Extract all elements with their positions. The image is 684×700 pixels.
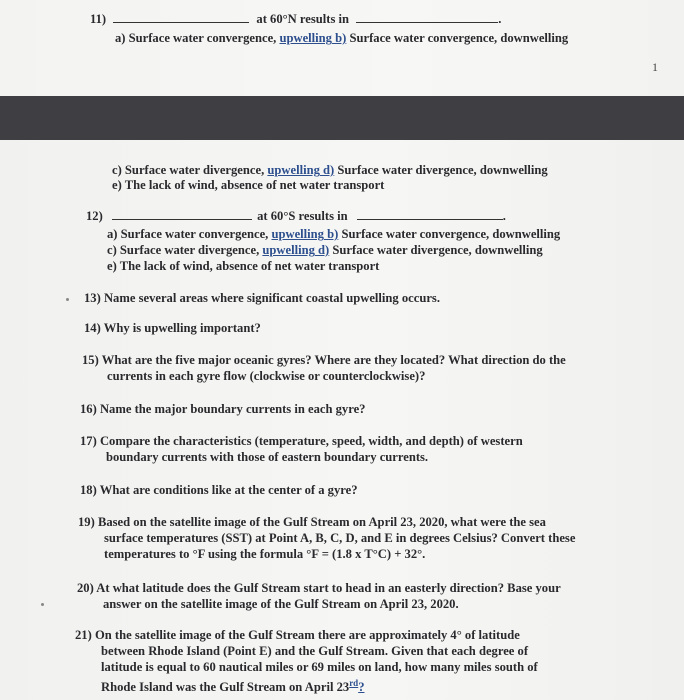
- question-21-line-4: Rhode Island was the Gulf Stream on April 23rd?: [101, 678, 365, 695]
- question-19-line-1: 19) Based on the satellite image of the Gulf Stream on April 23, 2020, what were the sea: [78, 515, 546, 529]
- question-15-line-1: 15) What are the five major oceanic gyres? Where are they located? What direction do the: [82, 353, 566, 367]
- question-number: 11): [90, 12, 107, 26]
- underlined-word: upwelling: [262, 243, 315, 257]
- emphasized-word: coastal: [306, 291, 344, 305]
- question-21-line-2: between Rhode Island (Point E) and the Gulf Stream. Given that each degree of: [101, 644, 529, 658]
- question-number: 19): [78, 515, 95, 529]
- question-number: 15): [82, 353, 99, 367]
- question-17-line-2: boundary currents with those of eastern boundary currents.: [106, 450, 429, 464]
- margin-mark: [41, 603, 44, 606]
- question-number: 18): [80, 483, 97, 497]
- answer-blank: [112, 218, 252, 220]
- question-text: at 60°N results in: [256, 12, 350, 26]
- underlined-word: upwelling: [271, 227, 324, 241]
- answer-blank: [356, 21, 498, 23]
- emphasized-word: boundary: [190, 402, 243, 416]
- question-11-option-cd: c) Surface water divergence, upwelling d) Surface water divergence, downwelling: [112, 163, 548, 177]
- page-gap-divider: [0, 96, 684, 140]
- question-19-line-3: temperatures to °F using the formula °F = (1.8 x T°C) + 32°.: [104, 547, 426, 561]
- question-number: 13): [84, 291, 101, 305]
- question-18: 18) What are conditions like at the center of a gyre?: [80, 483, 358, 497]
- question-number: 20): [77, 581, 94, 595]
- question-15-line-2: currents in each gyre flow (clockwise or counterclockwise)?: [107, 369, 426, 383]
- question-17-line-1: 17) Compare the characteristics (temperature, speed, width, and depth) of western: [80, 434, 523, 448]
- underlined-word: upwelling: [267, 163, 320, 177]
- question-number: 17): [80, 434, 97, 448]
- question-16: 16) Name the major boundary currents in each gyre?: [80, 402, 366, 416]
- question-12-option-ab: a) Surface water convergence, upwelling b) Surface water convergence, downwelling: [107, 227, 561, 241]
- page-top-section: [0, 0, 684, 96]
- question-text: at 60°S results in: [257, 209, 348, 223]
- margin-mark: [66, 298, 69, 301]
- question-20-line-2: answer on the satellite image of the Gulf Stream on April 23, 2020.: [103, 597, 459, 611]
- question-12-option-e: e) The lack of wind, absence of net water transport: [107, 259, 380, 273]
- question-number: 14): [84, 321, 101, 335]
- answer-blank: [113, 21, 249, 23]
- answer-blank: [357, 218, 503, 220]
- question-number: 21): [75, 628, 92, 642]
- page-number: 1: [652, 60, 658, 74]
- question-21-line-1: 21) On the satellite image of the Gulf Stream there are approximately 4° of latitude: [75, 628, 520, 642]
- question-11-option-e: e) The lack of wind, absence of net water transport: [112, 178, 385, 192]
- question-number: 16): [80, 402, 97, 416]
- question-21-line-3: latitude is equal to 60 nautical miles or 69 miles on land, how many miles south of: [101, 660, 538, 674]
- underlined-word: upwelling: [279, 31, 332, 45]
- question-12-stem: 12) at 60°S results in .: [86, 209, 506, 223]
- question-12-option-cd: c) Surface water divergence, upwelling d) Surface water divergence, downwelling: [107, 243, 543, 257]
- question-number: 12): [86, 209, 103, 223]
- question-20-line-1: 20) At what latitude does the Gulf Stream start to head in an easterly direction? Base your: [77, 581, 561, 595]
- question-19-line-2: surface temperatures (SST) at Point A, B, C, D, and E in degrees Celsius? Convert these: [104, 531, 576, 545]
- question-13: 13) Name several areas where significant coastal upwelling occurs.: [84, 291, 440, 305]
- question-14: 14) Why is upwelling important?: [84, 321, 261, 335]
- question-11-option-ab: a) Surface water convergence, upwelling b) Surface water convergence, downwelling: [115, 31, 569, 45]
- question-11-stem: 11) at 60°N results in .: [90, 12, 502, 26]
- page-main-section: [0, 140, 684, 700]
